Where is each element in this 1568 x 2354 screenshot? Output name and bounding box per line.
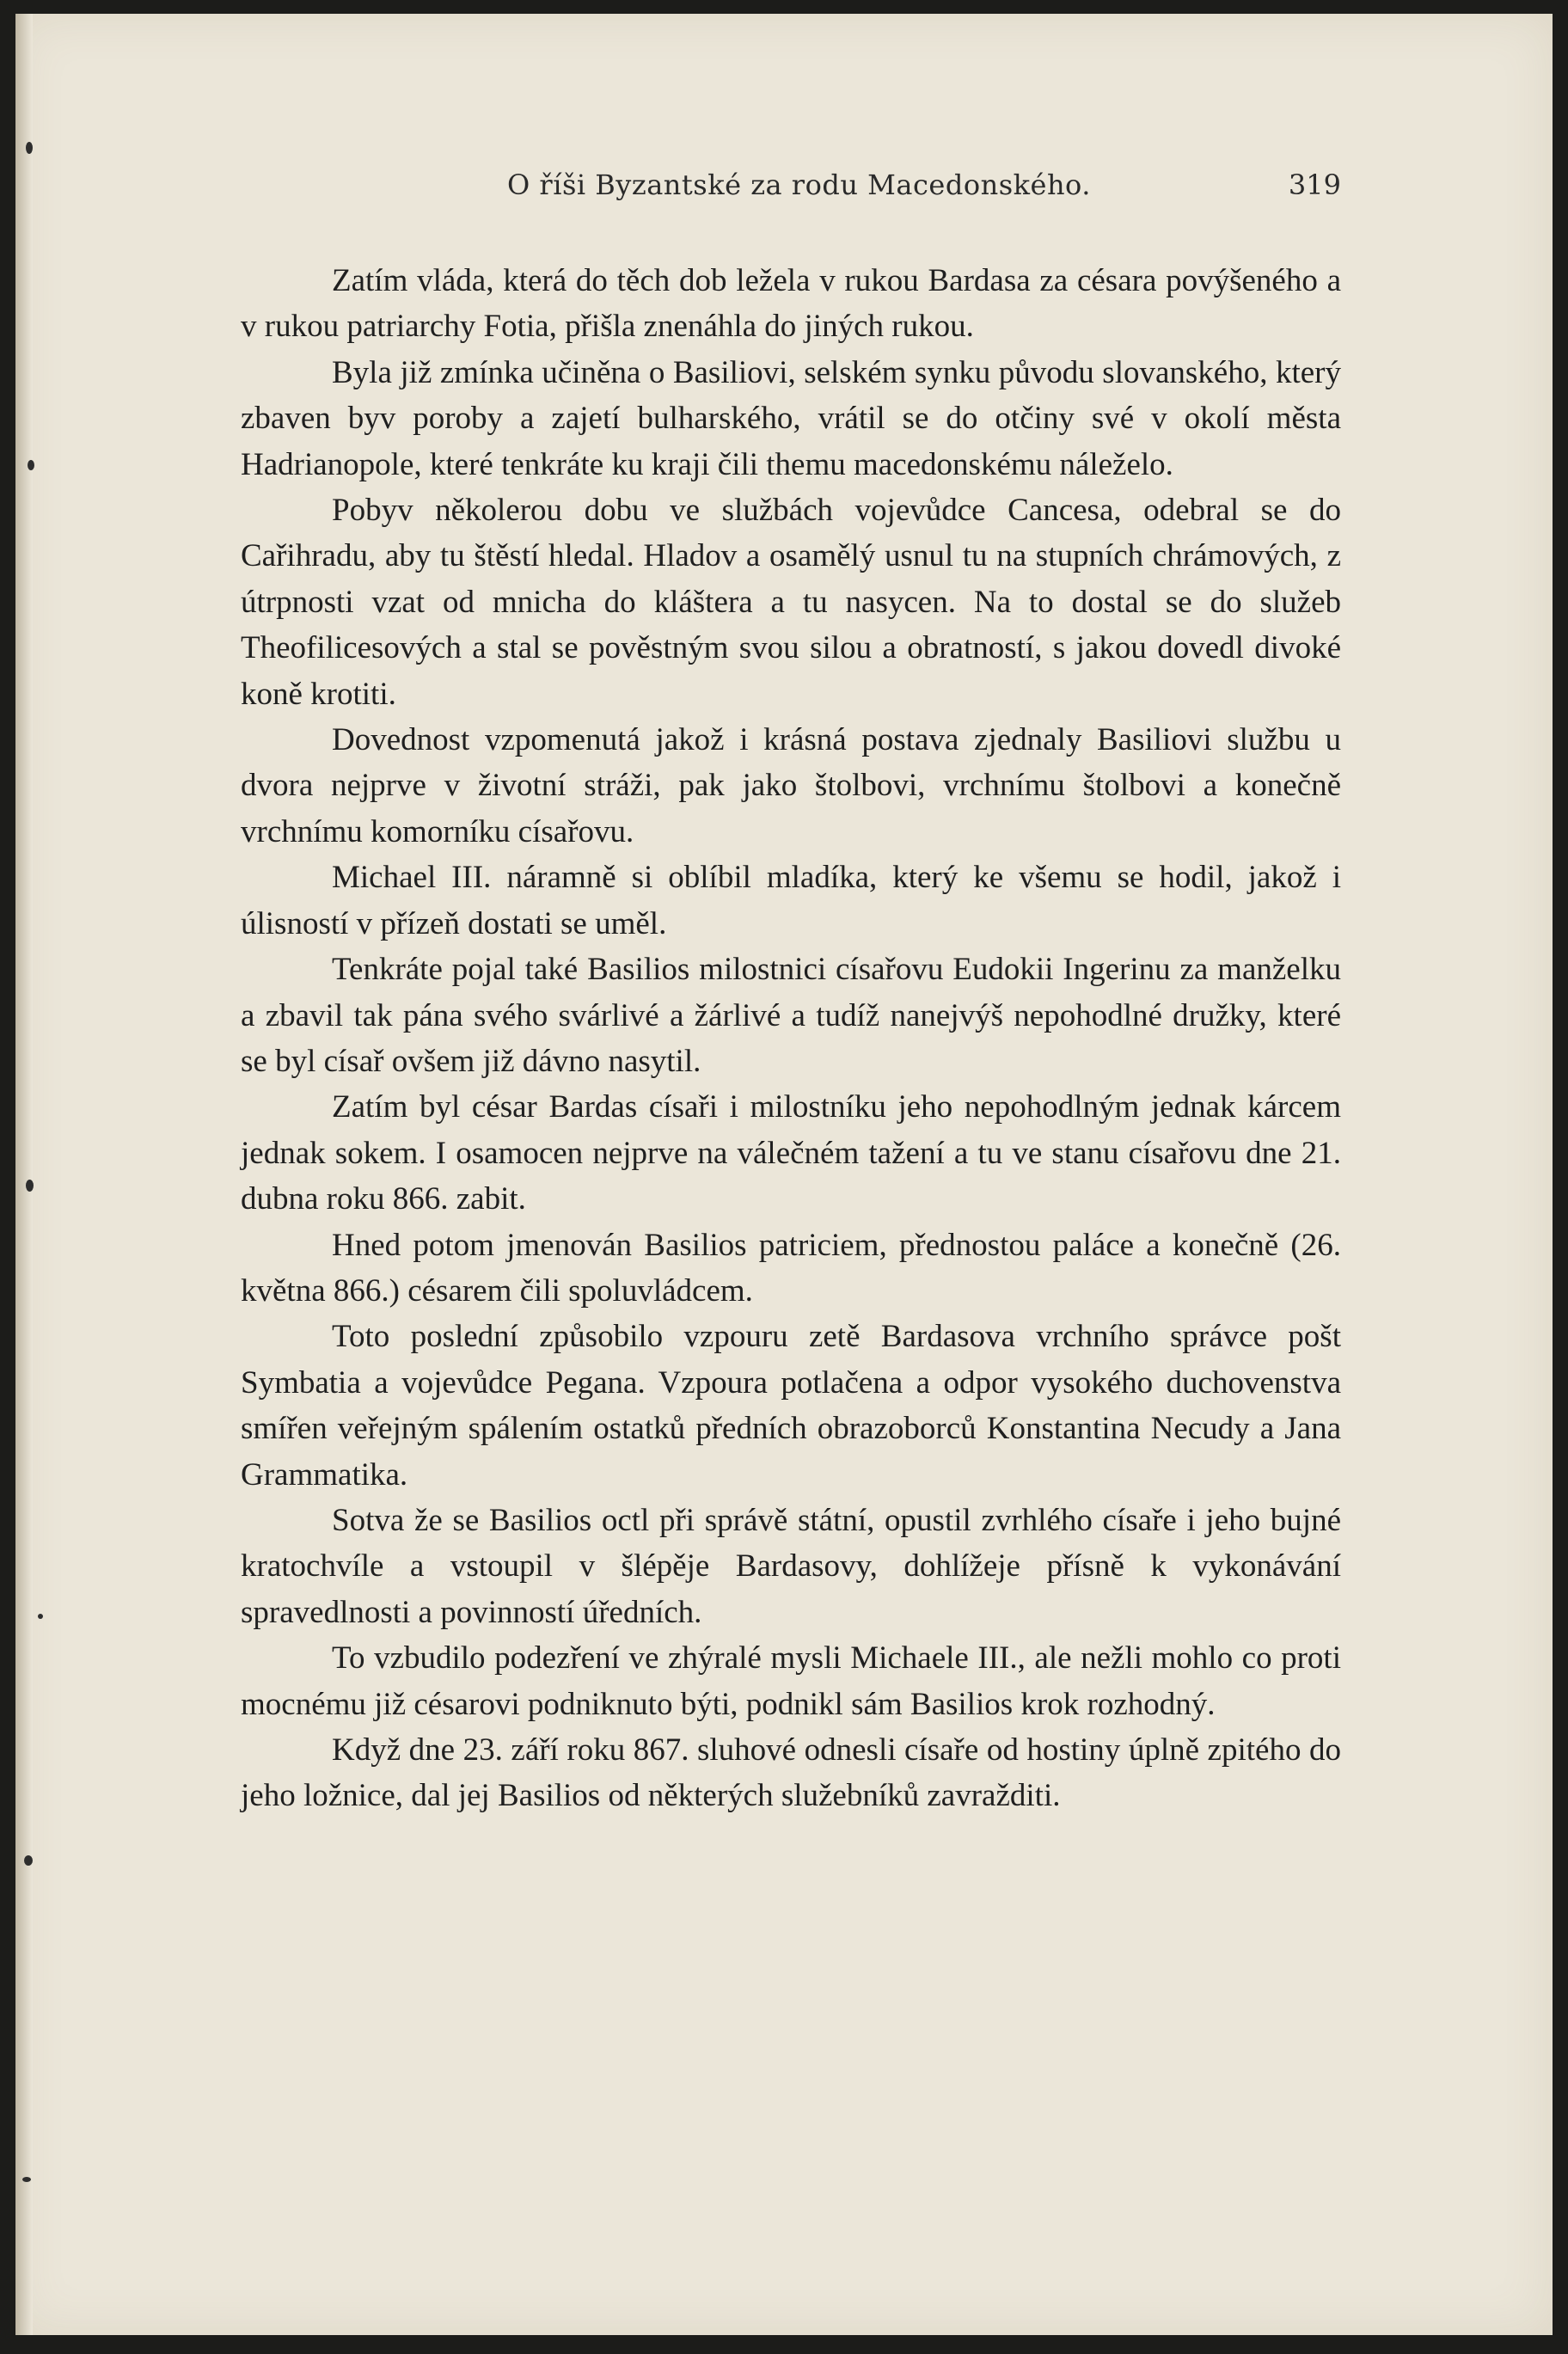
paragraph: To vzbudilo podezření ve zhýralé mysli Michaele III., ale nežli mohlo co proti mocnému již césarovi podniknuto býti, podnikl sám Basilios krok rozhodný.: [241, 1640, 1341, 1722]
running-header: [241, 169, 1341, 203]
page-spine-shadow: [15, 14, 33, 2335]
paragraph: Toto poslední způsobilo vzpouru zetě Bardasova vrchního správce pošt Symbatia a vojevůdce Pegana. Vzpoura potlačena a odpor vysokého duchovenstva smířen veřejným spálením ostatků předních obrazoborců Konstantina Necudy a Jana Grammatika.: [241, 1319, 1341, 1493]
paragraph: Dovednost vzpomenutá jakož i krásná postava zjednaly Basiliovi službu u dvora nejprve v životní stráži, pak jako štolbovi, vrchnímu štolbovi a konečně vrchnímu komorníku císařovu.: [241, 722, 1341, 849]
paragraph: Tenkráte pojal také Basilios milostnici císařovu Eudokii Ingerinu za manželku a zbavil tak pána svého svárlivé a žárlivé a tudíž nanejvýš nepohodlné družky, které se byl císař ovšem již dávno nasytil.: [241, 952, 1341, 1079]
margin-dot: [28, 460, 34, 470]
paragraph: Michael III. náramně si oblíbil mladíka, který ke všemu se hodil, jakož i úlisností v přízeň dostati se uměl.: [241, 860, 1341, 941]
paragraph: Zatím vláda, která do těch dob ležela v rukou Bardasa za césara povýšeného a v rukou patriarchy Fotia, přišla znenáhla do jiných rukou.: [241, 263, 1341, 345]
margin-dot: [22, 2177, 31, 2182]
body-text: [241, 258, 1341, 1819]
paragraph: Když dne 23. září roku 867. sluhové odnesli císaře od hostiny úplně zpitého do jeho ložnice, dal jej Basilios od některých služebníků zavražditi.: [241, 1732, 1341, 1814]
margin-dot: [24, 1855, 33, 1866]
paragraph: Byla již zmínka učiněna o Basiliovi, selském synku původu slovanského, který zbaven byv poroby a zajetí bulharského, vrátil se do otčiny své v okolí města Hadrianopole, které tenkráte ku kraji čili themu macedonskému náleželo.: [241, 354, 1341, 482]
margin-dot: [38, 1614, 43, 1619]
paragraph: Hned potom jmenován Basilios patriciem, přednostou paláce a konečně (26. května 866.) césarem čili spoluvládcem.: [241, 1227, 1341, 1309]
margin-dot: [26, 1180, 34, 1192]
paragraph: Zatím byl césar Bardas císaři i milostníku jeho nepohodlným jednak kárcem jednak sokem. I osamocen nejprve na válečném tažení a tu ve stanu císařovu dne 21. dubna roku 866. zabit.: [241, 1089, 1341, 1217]
running-title: O říši Byzantské za rodu Macedonského.: [507, 169, 1091, 201]
paragraph: Pobyv několerou dobu ve službách vojevůdce Cancesa, odebral se do Cařihradu, aby tu štěstí hledal. Hladov a osamělý usnul tu na stupních chrámových, z útrpnosti vzat od mnicha do kláštera a tu nasycen. Na to dostal se do služeb Theofilicesových a stal se pověstným svou silou a obratností, s jakou dovedl divoké koně krotiti.: [241, 493, 1341, 712]
margin-dot: [26, 142, 33, 154]
page-number: 319: [1288, 169, 1341, 201]
paragraph: Sotva že se Basilios octl při správě státní, opustil zvrhlého císaře i jeho bujné kratochvíle a vstoupil v šlépěje Bardasovy, dohlížeje přísně k vykonávání spravedlnosti a povinností úředních.: [241, 1502, 1341, 1630]
